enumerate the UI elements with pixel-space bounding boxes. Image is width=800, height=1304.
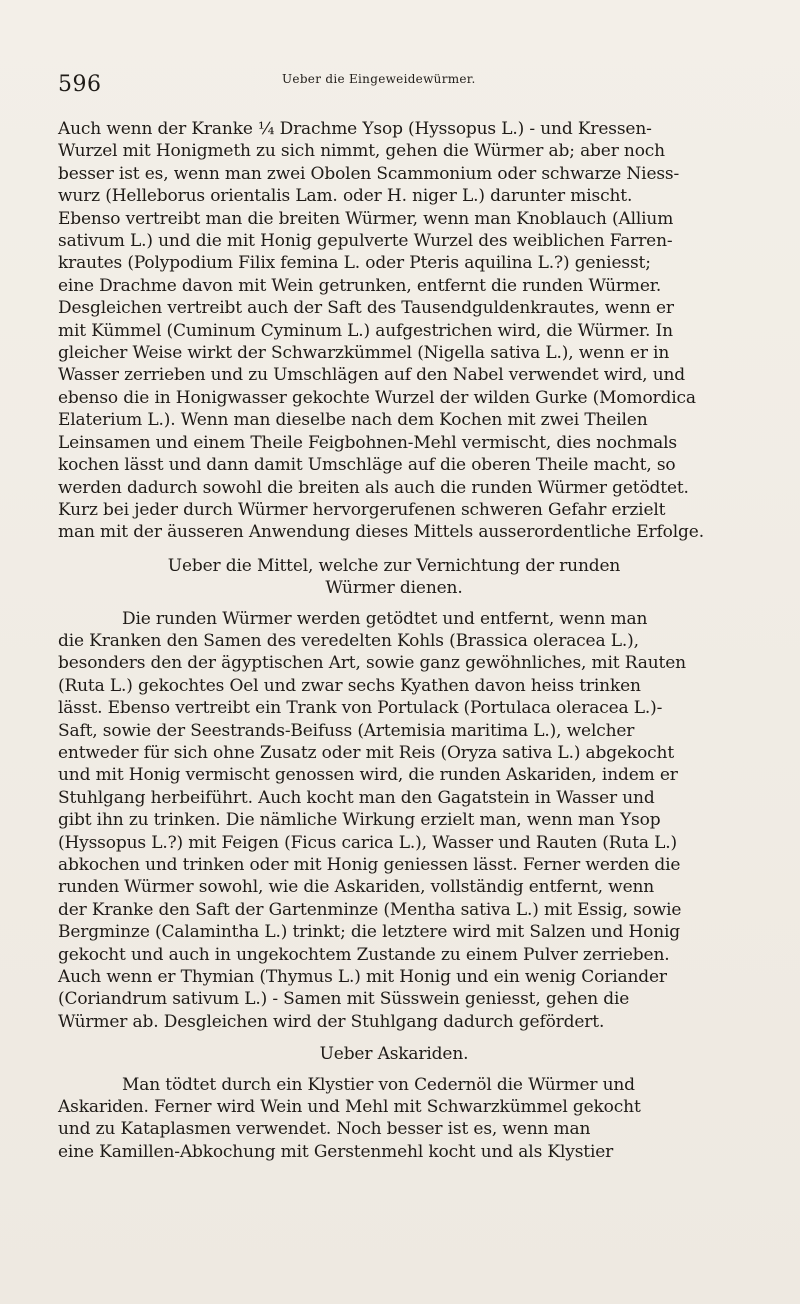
text-line: Bergminze (Calamintha L.) trinkt; die letztere wird mit Salzen und Honig	[58, 922, 681, 943]
text-line: lässt. Ebenso vertreibt ein Trank von Portulack (Portulaca oleracea L.)-	[58, 698, 663, 719]
text-line: runden Würmer sowohl, wie die Askariden, vollständig entfernt, wenn	[58, 877, 655, 898]
text-line: Man tödtet durch ein Klystier von Cedernöl die Würmer und	[122, 1074, 635, 1095]
text-line: und zu Kataplasmen verwendet. Noch besser ist es, wenn man	[58, 1119, 591, 1140]
text-line: mit Kümmel (Cuminum Cyminum L.) aufgestrichen wird, die Würmer. In	[58, 320, 673, 341]
text-line: Leinsamen und einem Theile Feigbohnen-Mehl vermischt, dies nochmals	[58, 432, 678, 453]
section-heading-runden-wuermer	[58, 555, 730, 600]
text-line: Elaterium L.). Wenn man dieselbe nach dem Kochen mit zwei Theilen	[58, 410, 648, 431]
text-line: Desgleichen vertreibt auch der Saft des Tausendguldenkrautes, wenn er	[58, 298, 674, 319]
text-line: Wasser zerrieben und zu Umschlägen auf den Nabel verwendet wird, und	[58, 365, 686, 386]
text-line: gibt ihn zu trinken. Die nämliche Wirkung erzielt man, wenn man Ysop	[58, 810, 661, 831]
text-line: gleicher Weise wirkt der Schwarzkümmel (Nigella sativa L.), wenn er in	[58, 343, 670, 364]
text-line: wurz (Helleborus orientalis Lam. oder H. niger L.) darunter mischt.	[58, 186, 633, 207]
text-line: man mit der äusseren Anwendung dieses Mittels ausserordentliche Erfolge.	[58, 522, 704, 543]
text-line: (Coriandrum sativum L.) - Samen mit Süsswein geniesst, gehen die	[58, 989, 630, 1010]
text-line: und mit Honig vermischt genossen wird, die runden Askariden, indem er	[58, 765, 678, 786]
text-line: Ebenso vertreibt man die breiten Würmer, wenn man Knoblauch (Allium	[58, 208, 674, 229]
text-line: entweder für sich ohne Zusatz oder mit Reis (Oryza sativa L.) abgekocht	[58, 742, 675, 763]
text-line: Kurz bei jeder durch Würmer hervorgerufenen schweren Gefahr erzielt	[58, 499, 666, 520]
text-line: eine Drachme davon mit Wein getrunken, entfernt die runden Würmer.	[58, 275, 662, 296]
running-title: Ueber die Eingeweidewürmer.	[282, 72, 476, 86]
text-line: die Kranken den Samen des veredelten Kohls (Brassica oleracea L.),	[58, 630, 639, 651]
text-line: werden dadurch sowohl die breiten als auch die runden Würmer getödtet.	[58, 477, 689, 498]
text-line: (Hyssopus L.?) mit Feigen (Ficus carica L.), Wasser und Rauten (Ruta L.)	[58, 832, 678, 853]
text-line: Auch wenn der Kranke ¼ Drachme Ysop (Hyssopus L.) - und Kressen-	[58, 119, 652, 139]
text-line: Saft, sowie der Seestrands-Beifuss (Artemisia maritima L.), welcher	[58, 720, 635, 741]
section-heading-line: Ueber Askariden.	[319, 1044, 469, 1065]
text-line: (Ruta L.) gekochtes Oel und zwar sechs Kyathen davon heiss trinken	[58, 675, 641, 696]
text-line: der Kranke den Saft der Gartenminze (Mentha sativa L.) mit Essig, sowie	[58, 899, 682, 920]
page-body	[58, 118, 730, 1163]
text-line: Stuhlgang herbeiführt. Auch kocht man den Gagatstein in Wasser und	[58, 787, 655, 808]
text-line: eine Kamillen-Abkochung mit Gerstenmehl kocht und als Klystier	[58, 1141, 614, 1162]
page-header	[58, 72, 738, 102]
paragraph-3	[58, 1074, 730, 1164]
section-heading-line: Ueber die Mittel, welche zur Vernichtung der runden	[167, 555, 621, 576]
text-line: Die runden Würmer werden getödtet und entfernt, wenn man	[122, 608, 648, 629]
text-line: Würmer ab. Desgleichen wird der Stuhlgang dadurch gefördert.	[58, 1011, 605, 1032]
text-line: abkochen und trinken oder mit Honig geniessen lässt. Ferner werden die	[58, 855, 681, 875]
text-line: Askariden. Ferner wird Wein und Mehl mit Schwarzkümmel gekocht	[58, 1097, 641, 1118]
section-heading-askariden	[58, 1043, 730, 1065]
text-line: gekocht und auch in ungekochtem Zustande zu einem Pulver zerrieben.	[58, 944, 670, 965]
text-line: Auch wenn er Thymian (Thymus L.) mit Honig und ein wenig Coriander	[58, 967, 667, 988]
text-line: kochen lässt und dann damit Umschläge auf die oberen Theile macht, so	[58, 455, 676, 476]
page-number: 596	[58, 72, 102, 97]
paragraph-2	[58, 608, 730, 1034]
text-line: krautes (Polypodium Filix femina L. oder Pteris aquilina L.?) geniesst;	[58, 253, 651, 274]
text-line: ebenso die in Honigwasser gekochte Wurzel der wilden Gurke (Momordica	[58, 387, 696, 408]
text-line: sativum L.) und die mit Honig gepulverte Wurzel des weiblichen Farren-	[58, 231, 673, 252]
text-line: besonders den der ägyptischen Art, sowie ganz gewöhnliches, mit Rauten	[58, 653, 686, 674]
text-line: Wurzel mit Honigmeth zu sich nimmt, gehen die Würmer ab; aber noch	[58, 141, 665, 162]
paragraph-1	[58, 118, 730, 544]
section-heading-line: Würmer dienen.	[325, 578, 463, 599]
text-line: besser ist es, wenn man zwei Obolen Scammonium oder schwarze Niess-	[58, 163, 680, 184]
